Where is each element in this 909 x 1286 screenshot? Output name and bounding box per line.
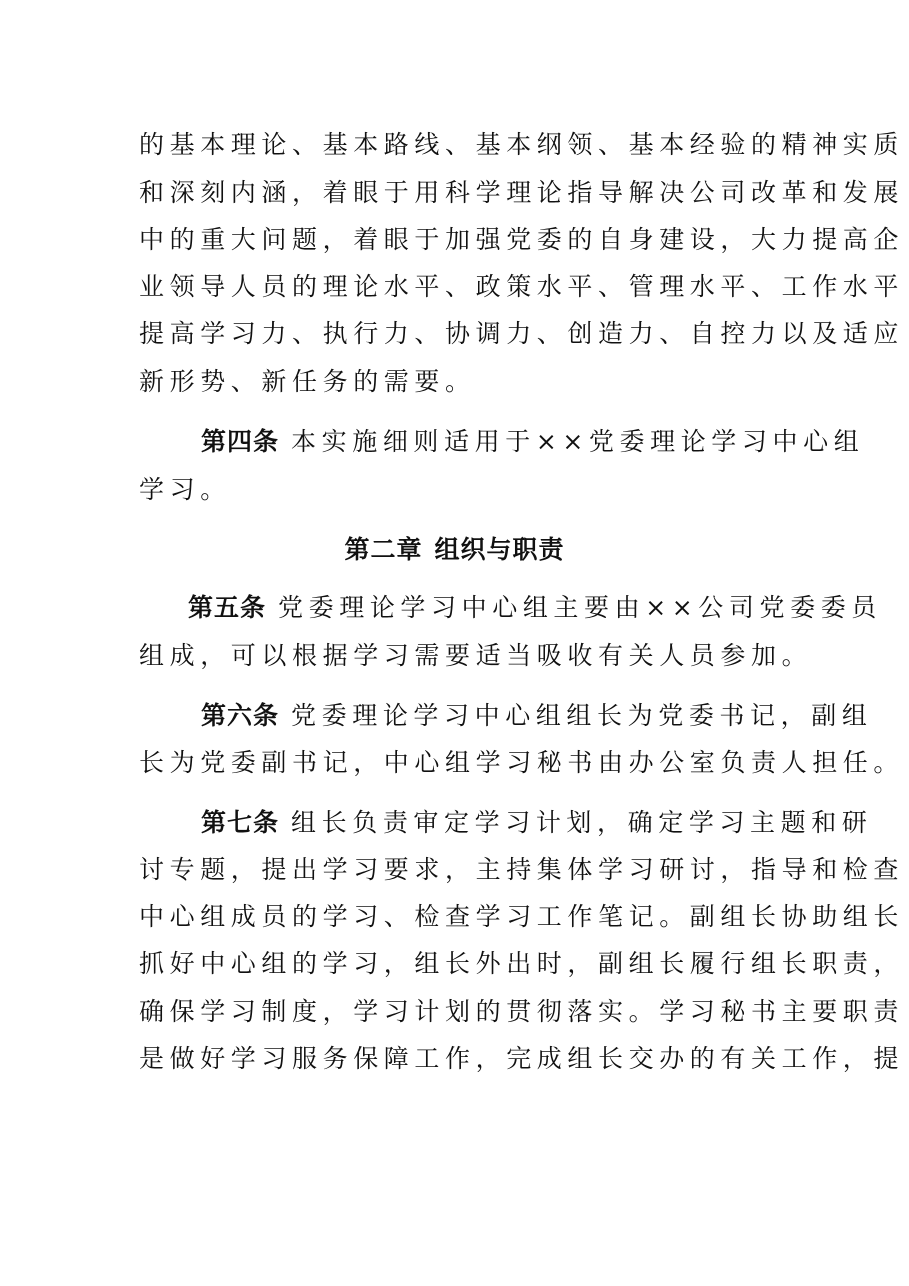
article-6-text: 党委理论学习中心组组长为党委书记，副组 [291, 701, 873, 730]
article-7-label: 第七条 [201, 808, 280, 837]
article-7-first-line [201, 805, 873, 841]
article-4-text: 本实施细则适用于××党委理论学习中心组 [291, 427, 865, 456]
article-6-first-line [201, 698, 873, 734]
body-line: 是做好学习服务保障工作，完成组长交办的有关工作，提 [139, 1044, 905, 1073]
body-line: 学习。 [139, 475, 231, 504]
body-line: 的基本理论、基本路线、基本纲领、基本经验的精神实质 [139, 130, 905, 159]
article-4-first-line [201, 424, 865, 460]
article-5-label: 第五条 [188, 593, 267, 622]
body-line: 中心组成员的学习、检查学习工作笔记。副组长协助组长 [139, 902, 905, 931]
article-5-first-line [188, 590, 882, 626]
article-6-label: 第六条 [201, 701, 280, 730]
article-4-label: 第四条 [201, 427, 280, 456]
body-line: 确保学习制度，学习计划的贯彻落实。学习秘书主要职责 [139, 997, 905, 1026]
body-line: 讨专题，提出学习要求，主持集体学习研讨，指导和检查 [139, 855, 905, 884]
chapter-number: 第二章 [344, 535, 423, 564]
body-line: 中的重大问题，着眼于加强党委的自身建设，大力提高企 [139, 225, 905, 254]
chapter-title: 组织与职责 [434, 535, 565, 564]
body-line: 业领导人员的理论水平、政策水平、管理水平、工作水平 [139, 272, 905, 301]
body-line: 新形势、新任务的需要。 [139, 367, 476, 396]
body-line: 提高学习力、执行力、协调力、创造力、自控力以及适应 [139, 319, 905, 348]
article-5-text: 党委理论学习中心组主要由××公司党委委员 [278, 593, 882, 622]
body-line: 长为党委副书记，中心组学习秘书由办公室负责人担任。 [139, 748, 905, 777]
body-line: 组成，可以根据学习需要适当吸收有关人员参加。 [139, 641, 813, 670]
body-line: 抓好中心组的学习，组长外出时，副组长履行组长职责， [139, 949, 905, 978]
body-line: 和深刻内涵，着眼于用科学理论指导解决公司改革和发展 [139, 178, 905, 207]
article-7-text: 组长负责审定学习计划，确定学习主题和研 [291, 808, 873, 837]
chapter-heading [0, 532, 909, 568]
